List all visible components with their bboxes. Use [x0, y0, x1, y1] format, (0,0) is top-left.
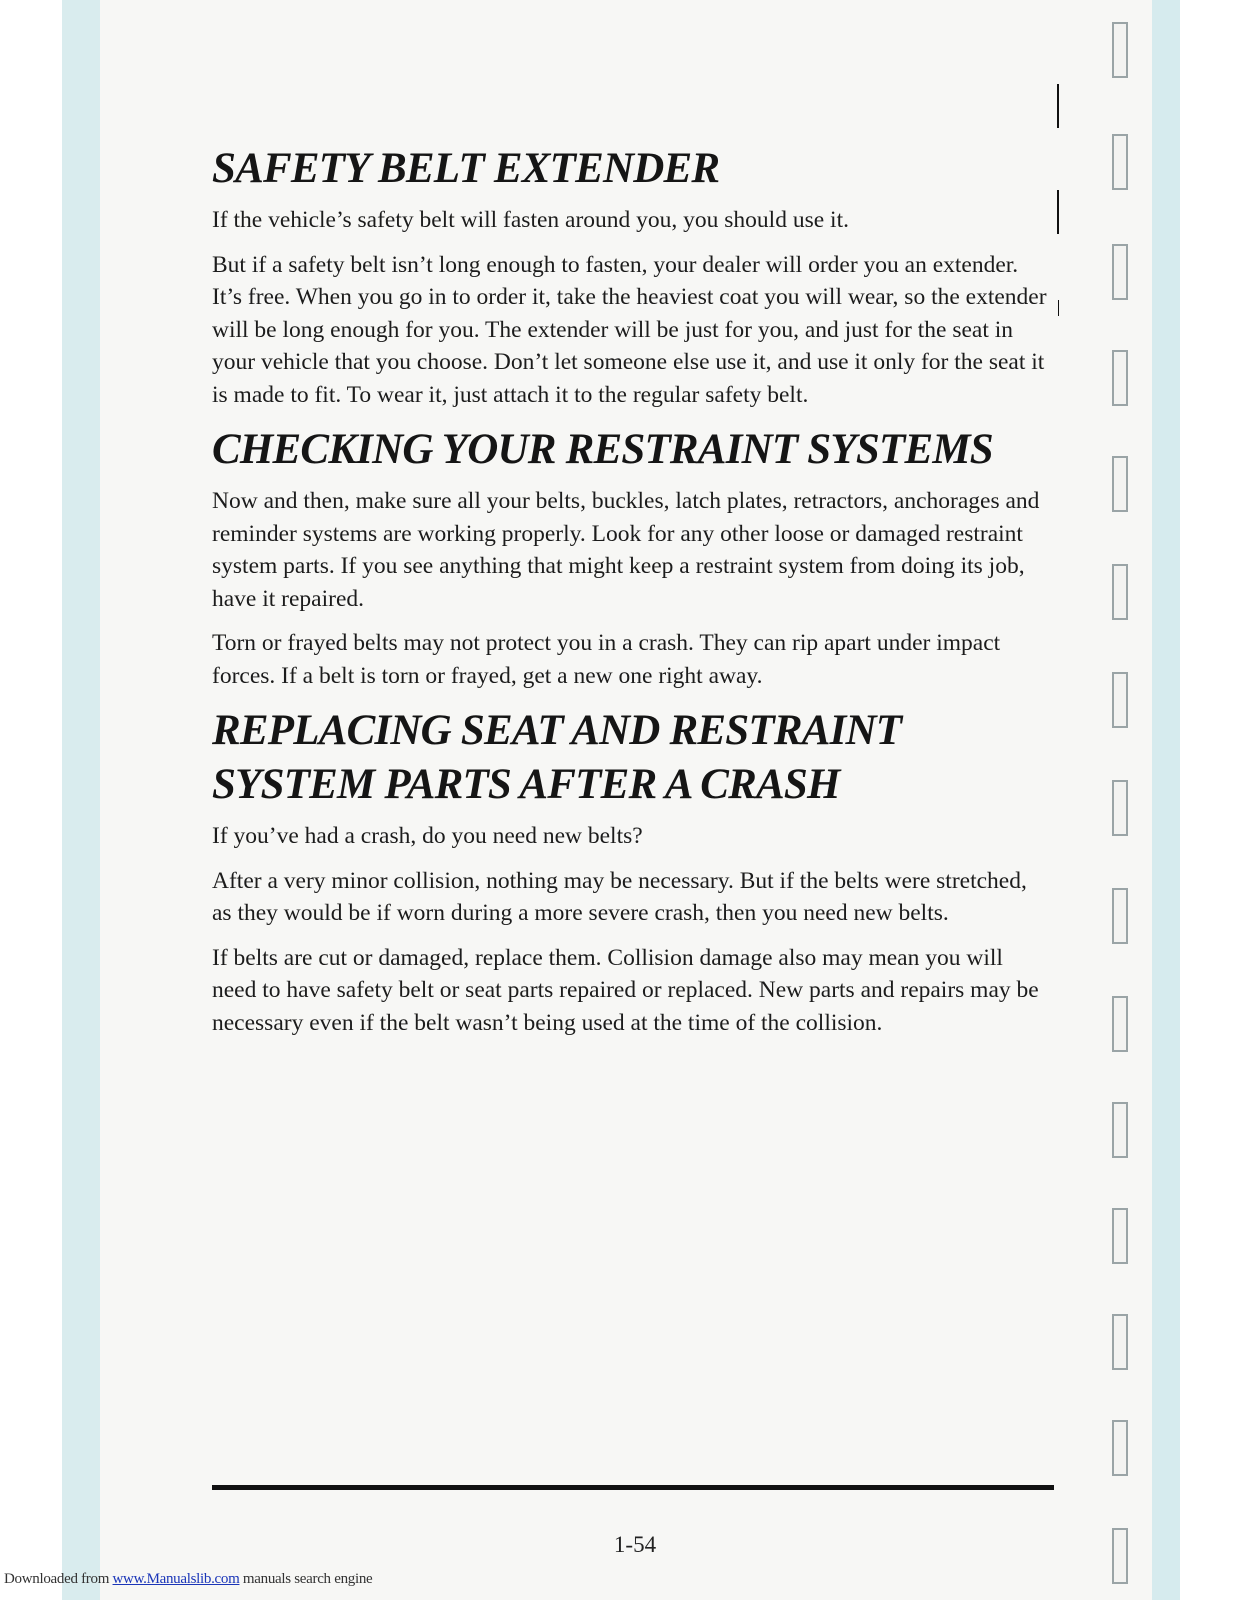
footer-rule — [212, 1485, 1054, 1490]
body-paragraph: If you’ve had a crash, do you need new belts? — [212, 823, 643, 849]
section-safety-belt-extender — [212, 142, 1052, 411]
page-number: 1-54 — [613, 1532, 657, 1557]
section-tab — [1112, 564, 1128, 620]
revision-bar — [1057, 84, 1059, 128]
section-heading-line: SYSTEM PARTS AFTER A CRASH — [212, 761, 840, 808]
section-tab — [1112, 456, 1128, 512]
download-footer — [4, 1571, 372, 1588]
section-tab — [1112, 1208, 1128, 1264]
section-tab — [1112, 134, 1128, 190]
revision-bar — [1057, 190, 1059, 234]
body-paragraph: If the vehicle’s safety belt will fasten around you, you should use it. — [212, 207, 849, 233]
section-tab — [1112, 1528, 1128, 1584]
section-tab — [1112, 672, 1128, 728]
body-paragraph: Now and then, make sure all your belts, buckles, latch plates, retractors, anchorages and reminder systems are working properly. Look for any other loose or damaged restraint system parts. If you see anything that might keep a restraint system from doing its job, have it repaired. — [212, 488, 1040, 612]
body-paragraph: After a very minor collision, nothing may be necessary. But if the belts were stretched, as they would be if worn during a more severe crash, then you need new belts. — [212, 867, 1027, 926]
page-content — [212, 142, 1052, 1051]
section-tab-column — [1102, 0, 1142, 1600]
section-heading: SAFETY BELT EXTENDER — [212, 145, 720, 192]
section-tab — [1112, 780, 1128, 836]
section-heading — [212, 704, 1052, 812]
section-tab — [1112, 1420, 1128, 1476]
section-replacing-parts-after-crash — [212, 704, 1052, 1039]
footer-suffix: manuals search engine — [239, 1571, 373, 1587]
right-margin-strip — [1152, 0, 1180, 1600]
section-tab — [1112, 888, 1128, 944]
section-checking-restraint-systems — [212, 423, 1052, 692]
revision-bar — [1058, 300, 1059, 316]
section-tab — [1112, 1314, 1128, 1370]
section-tab — [1112, 1102, 1128, 1158]
footer-prefix: Downloaded from — [4, 1571, 113, 1587]
left-margin-strip — [62, 0, 100, 1600]
section-tab — [1112, 350, 1128, 406]
section-heading-line: REPLACING SEAT AND RESTRAINT — [212, 707, 902, 754]
manualslib-link[interactable]: www.Manualslib.com — [112, 1571, 240, 1587]
body-paragraph: But if a safety belt isn’t long enough to fasten, your dealer will order you an extender. It’s free. When you go in to order it, take the heaviest coat you will wear, so the extender will be long enough for you. The extender will be just for you, and just for the seat in your vehicle that you choose. Don’t let someone else use it, and use it only for the seat it is made to fit. To wear it, just attach it to the regular safety belt. — [212, 251, 1047, 408]
section-heading: CHECKING YOUR RESTRAINT SYSTEMS — [212, 426, 993, 473]
section-tab — [1112, 244, 1128, 300]
body-paragraph: If belts are cut or damaged, replace them. Collision damage also may mean you will need to have safety belt or seat parts repaired or replaced. New parts and repairs may be necessary even if the belt wasn’t being used at the time of the collision. — [212, 944, 1039, 1036]
section-tab — [1112, 996, 1128, 1052]
section-tab — [1112, 22, 1128, 78]
body-paragraph: Torn or frayed belts may not protect you in a crash. They can rip apart under impact forces. If a belt is torn or frayed, get a new one right away. — [212, 630, 1001, 689]
